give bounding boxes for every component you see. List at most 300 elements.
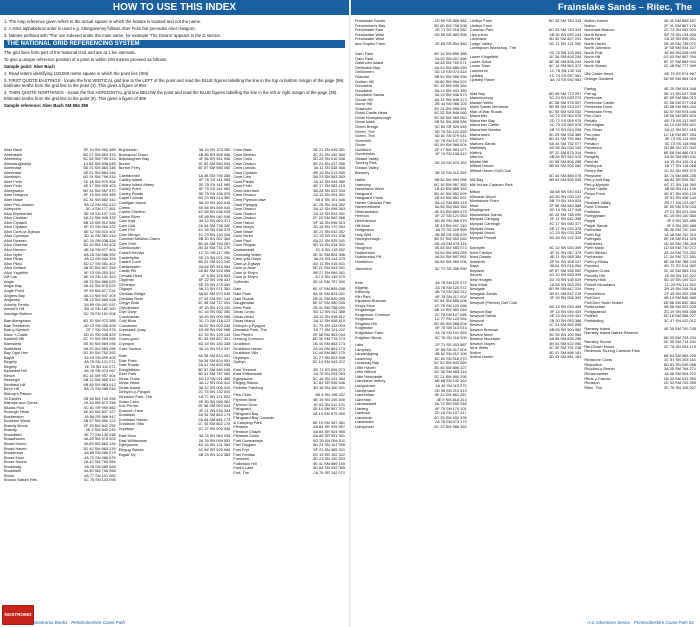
grid-reference: 3F 33 SN 058 392 bbox=[549, 295, 582, 301]
left-page-title: HOW TO USE THIS INDEX bbox=[0, 0, 349, 15]
grid-reference: 2E 74 SS 114 990 bbox=[664, 136, 697, 142]
grid-reference: 2A 34 SM 738 280 bbox=[198, 222, 231, 228]
grid-reference: 4A 39 SM 978 002 bbox=[83, 436, 116, 442]
place-name: Boulston Wood bbox=[4, 419, 31, 424]
grid-reference: 6E 38 SM 786 243 bbox=[663, 258, 697, 264]
place-name: Foel Eryr bbox=[233, 448, 250, 452]
grid-reference: 1E 61 SN 012 101 bbox=[313, 401, 346, 407]
place-name: Dale Roads bbox=[233, 296, 254, 301]
place-name: Hodgeston bbox=[355, 228, 374, 233]
grid-reference: 5A 70 SN 086 044 bbox=[84, 386, 116, 392]
grid-reference: 6D 75 SS 117 992 bbox=[664, 117, 697, 123]
place-name: Carew bbox=[118, 205, 130, 210]
grid-reference: 5A 13 SN 071 362 bbox=[198, 286, 231, 292]
place-name: Aber Bach bbox=[4, 148, 23, 152]
place-name: Fishguard Bay bbox=[233, 411, 259, 416]
grid-reference: 2E 43 SM 785 090 bbox=[549, 211, 582, 217]
grid-reference: 2A 13 SN 004 391 bbox=[313, 192, 346, 198]
place-name: Kete bbox=[355, 280, 364, 285]
place-name: Jameston bbox=[355, 267, 372, 272]
grid-reference: 6E 21 SN 037 356 bbox=[313, 160, 346, 166]
place-name: Dinas Head bbox=[118, 381, 140, 386]
grid-reference: 5A 35 SM 826 256 bbox=[549, 336, 582, 342]
grid-reference: 5C 16 SN 141 384 bbox=[313, 375, 346, 381]
place-name: Redstone Cross bbox=[584, 358, 613, 363]
place-name: Heronsmoor bbox=[355, 218, 377, 223]
place-name: Rhosson bbox=[584, 381, 600, 386]
grid-reference: 4C 28 SN 104 382 bbox=[313, 201, 346, 207]
grid-reference: 5E 57 SM 983 050 bbox=[198, 165, 231, 171]
place-name: Dale Roads bbox=[118, 363, 140, 368]
place-name: Marloes bbox=[469, 137, 484, 142]
grid-reference: 3B 20 SN 012 352 bbox=[434, 169, 467, 175]
grid-reference: 5E 13 SN 047 398 bbox=[664, 90, 697, 96]
place-name: Gorse Hill bbox=[355, 102, 373, 107]
place-name: Pwllwhiting bbox=[584, 319, 604, 323]
place-name: Doc Penfro bbox=[118, 404, 139, 409]
grid-reference: 6D 58 SM 988 004 bbox=[434, 320, 467, 326]
place-name: New Moat bbox=[469, 282, 488, 287]
grid-reference: 5A 58 SM 960 006 bbox=[434, 258, 467, 264]
grid-reference: 4E 41 SM 869 190 bbox=[312, 460, 346, 466]
grid-reference: 6A 56 SM 954 152 bbox=[434, 204, 467, 210]
grid-reference: 6D 30 SM 778 274 bbox=[312, 336, 346, 342]
grid-reference: 2B 34 SM 731 270 bbox=[198, 245, 231, 251]
grid-reference: 3C 73 SS 064 978 bbox=[549, 122, 582, 128]
grid-reference: 3F 35 SM 877 031 bbox=[83, 287, 116, 293]
grid-reference: 5F 21 SN 065 321 bbox=[313, 447, 346, 452]
grid-reference: 3A 30 SM 960 011 bbox=[664, 154, 697, 160]
place-name: Cwm Plysnon-fawr bbox=[233, 198, 266, 203]
place-name: Greenhill bbox=[355, 138, 371, 143]
place-name: Poppit bbox=[584, 218, 596, 223]
place-name: Great Honeyborough bbox=[355, 115, 392, 120]
place-name: Pill bbox=[584, 196, 590, 201]
place-name: Borough Head bbox=[4, 410, 30, 415]
place-name: Pembroke Castle bbox=[584, 100, 615, 105]
place-name: Bosherston bbox=[4, 414, 24, 419]
place-name: Porthclais bbox=[584, 228, 602, 233]
place-name: Haven Caravan Park bbox=[355, 200, 392, 205]
place-name: Buckspool Down bbox=[118, 152, 148, 157]
place-name: Aber Pen-clawdd bbox=[4, 202, 34, 207]
place-name: Knightston bbox=[355, 326, 374, 331]
grid-reference: 6A 38 SM 810 057 bbox=[198, 353, 231, 359]
grid-reference: 5A 68 SN 040 031 bbox=[549, 189, 582, 195]
grid-reference: 4E 35 SM 700 235 bbox=[663, 325, 697, 331]
place-name: Druidston Haven bbox=[118, 417, 148, 422]
place-name: Angle Point bbox=[4, 288, 24, 293]
place-name: Penrhiw bbox=[584, 159, 599, 164]
grid-reference: 5A 29 SN 160 516 bbox=[198, 200, 231, 206]
place-name: Gellionnen bbox=[355, 70, 374, 75]
grid-reference: 5D 65 SR 883 996 bbox=[434, 31, 467, 37]
grid-reference: 2A 84 SR 915 984 bbox=[198, 263, 231, 269]
place-name: Lake bbox=[355, 343, 364, 348]
grid-reference: 2A 41 SM 820 055 bbox=[198, 362, 231, 368]
place-name: Afon Cynnwys bbox=[4, 234, 29, 239]
grid-reference: 2F 17 SM 993 077 bbox=[434, 146, 467, 152]
place-name: Orange Gardens bbox=[584, 76, 614, 81]
grid-reference: 2B 49 SM 736 072 bbox=[663, 40, 697, 46]
grid-reference: 14 6Z SM 835 045 bbox=[83, 160, 116, 166]
place-name: Aberbach bbox=[4, 175, 21, 180]
place-name: Afon Nyfer bbox=[4, 252, 23, 257]
grid-reference: 3A 14 SM 947 404 bbox=[83, 292, 116, 298]
place-name: Cleddau Bridge bbox=[118, 291, 146, 296]
place-name: Kingsbridge bbox=[355, 308, 376, 313]
grid-reference: 4B 86 SR 938 939 bbox=[434, 231, 467, 237]
place-name: Cwm Islwyn bbox=[233, 225, 255, 230]
place-name: Elegug Stacks bbox=[118, 448, 144, 452]
place-name: Maenclochog bbox=[469, 96, 493, 101]
grid-reference: 5E 24 SM 861 287 bbox=[434, 392, 467, 398]
index-column bbox=[233, 148, 345, 607]
place-name: Cwm Gwaun bbox=[233, 207, 256, 212]
place-name: Nolton Haven bbox=[469, 355, 494, 360]
grid-reference: 5B 23 SN 063 353 bbox=[313, 174, 346, 180]
place-name: Newport (Pembs) Golf Club bbox=[469, 300, 518, 305]
place-name: Porth Mawr bbox=[584, 246, 605, 251]
grid-reference: 3E 43 SM 997 140 bbox=[434, 222, 467, 228]
grid-reference: 5B 53 SM 904 060 bbox=[549, 163, 582, 169]
place-name: Anglers Bay bbox=[4, 293, 25, 298]
grid-reference: 6E 73 SS 074 967 bbox=[664, 71, 697, 77]
grid-reference: 6B 10 SN 013 359 bbox=[313, 169, 346, 175]
place-name: Bullslaughter Bay bbox=[118, 157, 149, 162]
grid-reference: 6C 16 SM 967 365 bbox=[434, 181, 467, 187]
place-name: Caldey Island Abbey bbox=[118, 182, 155, 187]
place-name: Newgale bbox=[469, 287, 485, 292]
grid-reference: 4D 24 SM 596 091 bbox=[434, 105, 467, 111]
grid-reference: 2F 21 SN 023 340 bbox=[664, 208, 697, 214]
place-name: Kingston Hill bbox=[355, 321, 377, 326]
place-name: Picton Castle bbox=[584, 187, 608, 192]
place-name: Cwm yr Ebyrn bbox=[233, 275, 258, 280]
place-name: Brynberian bbox=[118, 148, 138, 152]
grid-reference: 3D 11 SN 081 414 bbox=[83, 233, 116, 239]
place-name: Cilgerran bbox=[118, 278, 135, 283]
place-name: North Hill bbox=[584, 59, 601, 64]
place-name: Nant Cledlyn bbox=[469, 250, 492, 255]
grid-reference: 6B 66 SN 142 162 bbox=[434, 378, 467, 384]
place-name: Dale Point bbox=[233, 291, 252, 296]
grid-reference: 6F 37 SM 869 942 bbox=[664, 58, 697, 64]
grid-reference: 2A 15 SN 095 401 bbox=[664, 36, 697, 42]
place-name: Birch Hill bbox=[4, 387, 20, 392]
place-name: Banc Y-Castel bbox=[4, 332, 29, 337]
grid-reference: 6D 11 SN 015 401 bbox=[313, 260, 346, 266]
grid-reference: 2C 75 SN 133 004 bbox=[198, 389, 231, 395]
grid-reference: 2A 76 SN 094 053 bbox=[313, 371, 346, 377]
place-name: Ffynnon Bedr bbox=[233, 397, 257, 402]
place-name: Dinas Island bbox=[118, 385, 141, 390]
grid-reference: 1D 34 SM 730 272 bbox=[663, 245, 697, 251]
place-name: Great Castle Head bbox=[355, 111, 388, 116]
grid-reference: 3D 23 SN 975 352 bbox=[434, 160, 467, 166]
grid-reference: 6D 56 SM 892 384 bbox=[663, 299, 697, 305]
place-name: Gelliswick Bay bbox=[355, 65, 381, 70]
place-name: Porth Egr bbox=[584, 232, 601, 237]
grid-reference: 5D 19 SN 149 322 bbox=[664, 277, 697, 283]
place-name: East Williamston bbox=[118, 438, 148, 443]
place-name: Crymych bbox=[118, 341, 135, 346]
grid-reference: 3A 14 SM 946 373 bbox=[434, 92, 467, 98]
grid-reference: 5A 42 SM 855 115 bbox=[434, 199, 467, 205]
grid-reference: 2C 48 SM 777 069 bbox=[663, 63, 697, 69]
grid-reference: 4C 68 SN 046 028 bbox=[198, 209, 231, 215]
right-footer: A-Z Adventure Series · Pembrokeshire Coast Path 81 bbox=[587, 620, 694, 625]
place-name: Maiden Wells bbox=[469, 100, 493, 105]
place-name: North Haven bbox=[584, 41, 607, 46]
grid-reference: 3A 36 SM 824 051 bbox=[198, 357, 231, 363]
grid-reference: 6E 38 SM 806 244 bbox=[549, 58, 582, 64]
place-name: Cardigan Island bbox=[118, 201, 146, 206]
place-name: Milford Haven bbox=[469, 164, 494, 169]
grid-reference: 6F 22 SN 196 431 bbox=[198, 277, 231, 283]
grid-reference: 4E 11 SN 065 384 bbox=[549, 254, 582, 260]
grid-reference: 5B 28 SN 023 344 bbox=[313, 187, 346, 193]
grid-reference: 4A 78 SN 101 063 bbox=[435, 330, 467, 335]
place-name: Angle bbox=[4, 279, 14, 284]
place-name: Nash bbox=[469, 264, 479, 269]
grid-reference: 1C 78 SN 140 110 bbox=[549, 68, 582, 74]
grid-reference: 1C 44 SM 862 175 bbox=[312, 350, 346, 356]
place-name: Cwm Criw bbox=[233, 175, 252, 180]
place-name: Begelly bbox=[4, 360, 17, 365]
place-name: Hubberston bbox=[355, 250, 376, 255]
grid-reference: 2F 71 SS 003 987 bbox=[435, 342, 467, 348]
place-name: Porthselau bbox=[584, 255, 603, 260]
place-name: Bishops and Clerks bbox=[4, 401, 38, 406]
grid-reference: 2B 44 SM 851 097 bbox=[434, 195, 467, 201]
grid-reference: 5A 22 SM 945 333 bbox=[83, 215, 116, 221]
grid-reference: 2D 34 SM 725 253 bbox=[663, 380, 697, 386]
grid-reference: 3C 84 SR 926 946 bbox=[198, 447, 231, 452]
grid-reference: 3E 31 SM 804 306 bbox=[312, 251, 346, 257]
place-name: Ramsey Island Nature Reserve bbox=[584, 331, 639, 336]
grid-reference: 5C 54 SN 103 064 bbox=[549, 331, 582, 337]
place-name: Landshipping bbox=[355, 352, 379, 357]
place-name: Fishguard Bay Caravan bbox=[233, 416, 275, 421]
grid-reference: 3A 24 SN 114 379 bbox=[313, 256, 346, 262]
grid-reference: 4C 18 SN 048 379 bbox=[198, 227, 231, 233]
place-name: Llanddewi Velfrey bbox=[355, 379, 386, 384]
right-page-title: Frainslake Sands – Ritec, The bbox=[351, 0, 700, 15]
grid-reference: 5B 20 SN 092 364 bbox=[198, 236, 231, 242]
grid-reference: 3A 89 SN 091 037 bbox=[84, 301, 116, 307]
place-name: Clyn Gwyn bbox=[118, 310, 138, 315]
grid-reference: 2C 79 SM 993 056 bbox=[83, 336, 116, 342]
place-name: Lydstep Haven bbox=[469, 78, 496, 83]
index-entry bbox=[355, 425, 467, 430]
place-name: Hook bbox=[355, 241, 365, 246]
grid-reference: 2F 21 SN 042 358 bbox=[549, 216, 582, 222]
grid-reference: 6B 18 SM 912 384 bbox=[83, 219, 116, 225]
grid-reference: 5D 18 SM 988 027 bbox=[663, 313, 697, 319]
grid-reference: 6D 12 SN 011 388 bbox=[198, 375, 231, 381]
grid-reference: 6D 39 SM 847 224 bbox=[548, 286, 582, 292]
place-name: Coedcanlas bbox=[118, 314, 140, 319]
place-name: Lamphey bbox=[355, 347, 372, 352]
grid-reference: 3D 10 SN 074 418 bbox=[434, 69, 467, 75]
grid-reference: 3D 41 SM 861 183 bbox=[548, 354, 582, 360]
place-name: Dinbych-y-Pysgod bbox=[233, 323, 265, 328]
grid-reference: 4C 33 SN 129 144 bbox=[198, 331, 231, 337]
grid-reference: 2A 13 SN 004 391 bbox=[313, 210, 346, 216]
grid-reference: 4B 74 SN 063 012 bbox=[434, 289, 467, 295]
place-name: Lovespoon Workshop, The bbox=[469, 46, 517, 51]
place-name: Bae Trefdraeth bbox=[4, 323, 30, 328]
place-name: Barnsleas bbox=[4, 341, 22, 346]
place-name: Felindre Farchog bbox=[233, 385, 263, 390]
place-name: Knighton Brook bbox=[355, 335, 382, 340]
grid-reference: 3C 38 SM 737 251 bbox=[197, 300, 231, 306]
place-name: Martletwy bbox=[469, 146, 487, 151]
place-name: Caldey Island bbox=[118, 178, 143, 183]
place-name: Bishop's Palace bbox=[4, 391, 32, 396]
place-name: Druidston Haven bbox=[233, 346, 263, 351]
place-name: Afon Dweran bbox=[4, 238, 27, 243]
place-name: Green, The bbox=[355, 129, 375, 134]
sample-point: Sample point: Aber Bach bbox=[4, 63, 55, 69]
place-name: Dinas Cross bbox=[118, 376, 140, 381]
place-name: Arfordir Penfro bbox=[4, 302, 30, 307]
grid-reference: 2D 16 SN 157 417 bbox=[434, 410, 467, 416]
place-name: Nolton Haven bbox=[584, 19, 608, 23]
place-name: Cyffredin bbox=[233, 279, 249, 284]
grid-reference: 1A 38 SM 795 268 bbox=[198, 172, 231, 178]
place-name: Fishguard bbox=[233, 407, 251, 412]
place-name: Touring Park bbox=[355, 161, 377, 166]
place-name: Aber Felin bbox=[4, 179, 22, 184]
place-name: Kiln Park bbox=[355, 294, 371, 299]
grid-reference: 6C 14 SM 957 404 bbox=[83, 372, 116, 378]
grid-reference: 2E 65 SR 894 980 bbox=[434, 40, 467, 46]
place-name: Goodwick bbox=[355, 84, 373, 89]
place-name: Dinbych-y-Pysgod bbox=[118, 390, 151, 395]
grid-reference: 2A 72 SM 950 048 bbox=[434, 401, 467, 407]
place-name: Dowrog Common bbox=[233, 337, 264, 342]
grid-reference: 4B 58 SM 922 025 bbox=[663, 304, 697, 310]
place-name: Broad Haven bbox=[4, 446, 27, 451]
place-name: Abermawr bbox=[4, 170, 22, 175]
grid-reference: 1C 23 SN 033 328 bbox=[549, 230, 582, 236]
place-name: Castell Coch bbox=[118, 260, 141, 265]
grid-reference: 1F 55 SM 934 107 bbox=[664, 45, 697, 51]
grid-reference: 6C 33 SM 783 315 bbox=[548, 19, 582, 23]
grid-reference: 1B 56 SM 895 403 bbox=[663, 113, 697, 119]
place-name: Dinosaur Park, The bbox=[233, 328, 267, 333]
grid-reference: 6F 21 SN 054 322 bbox=[84, 224, 116, 230]
place-name: Mathry bbox=[469, 150, 482, 155]
place-name: Cleddau River bbox=[118, 296, 144, 301]
place-name: Nanhyfer bbox=[469, 246, 486, 251]
place-name: Cwm Gwaun bbox=[233, 211, 256, 216]
grid-reference: 5C 16 SN 052 300 bbox=[198, 309, 231, 315]
place-name: Draenen Fawr bbox=[118, 408, 144, 413]
grid-reference: 5C 10 SN 117 446 bbox=[549, 207, 582, 213]
place-name: Foel Cwmcerwyn bbox=[233, 438, 264, 443]
place-name: St David's bbox=[4, 396, 22, 401]
grid-reference: 2E 58 SM 963 034 bbox=[312, 331, 346, 337]
place-name: Foel Feddau bbox=[233, 452, 256, 457]
place-name: Cwm Gwaun bbox=[233, 216, 256, 221]
instruction-3: 3. Names prefixed with 'The' are indexed under the main name, for example 'The Downs' appears in the D section bbox=[4, 32, 221, 38]
place-name: Manorbier Bay bbox=[469, 118, 495, 123]
place-name: Clegyr Boia bbox=[118, 301, 139, 306]
place-name: Caldey Roads bbox=[118, 191, 144, 196]
place-name: Honeyborough bbox=[355, 237, 381, 242]
place-name: Musselwick Sands bbox=[469, 212, 502, 217]
place-name: Cwm Meini bbox=[233, 234, 253, 239]
grid-reference: 3B 11 SN 182 100 bbox=[84, 306, 116, 312]
place-name: Cresswell Quay bbox=[118, 328, 146, 333]
grid-reference: 6F 75 SN 114 013 bbox=[435, 325, 467, 331]
place-name: Broadhaven bbox=[4, 437, 25, 442]
grid-reference: 3C 34 SM 882 342 bbox=[83, 197, 116, 203]
grid-reference: 5C 52 SM 848 060 bbox=[434, 110, 467, 116]
grid-reference: 5B 79 SN 149 025 bbox=[549, 198, 582, 204]
place-name: Brewery bbox=[355, 170, 370, 175]
grid-reference: 3A 19 SN 103 350 bbox=[198, 148, 231, 152]
grid-reference: 4E 41 SM 866 181 bbox=[549, 349, 582, 355]
place-name: Brawdy bbox=[4, 428, 17, 433]
place-name: Freshwater West bbox=[355, 37, 385, 42]
grid-reference: 4B 78 SM 866 029 bbox=[83, 278, 116, 284]
grid-reference: 4D 16 SN 141 384 bbox=[198, 442, 231, 448]
grid-reference: 4A 78 SN 074 067 bbox=[84, 368, 116, 374]
grid-reference: 1F 74 SN 108 012 bbox=[435, 151, 467, 157]
place-name: Carn Llidi bbox=[118, 223, 136, 228]
place-name: Ford's Lake bbox=[233, 466, 254, 471]
grid-reference: 2F 23 SM 962 366 bbox=[313, 215, 346, 221]
grid-reference: 4A 46 SM 769 071 bbox=[434, 60, 467, 66]
place-name: Harmony bbox=[355, 182, 371, 187]
grid-reference: 4E 30 SN 096 362 bbox=[198, 398, 231, 404]
grid-reference: 4D 41 SM 859 187 bbox=[663, 19, 697, 23]
place-name: Garn Fawr bbox=[355, 56, 374, 61]
place-name: Llanreithan bbox=[355, 393, 375, 398]
grid-reference: 5B 55 SM 913 037 bbox=[549, 104, 582, 110]
grid-reference: 3D 45 SM 856 127 bbox=[434, 364, 467, 370]
grid-reference: 3E 21 SN 042 357 bbox=[313, 228, 346, 234]
place-name: Foelcwm bbox=[233, 457, 249, 462]
place-name: Caravan Park bbox=[469, 28, 494, 33]
grid-reference: 6D 14 SM 957 370 bbox=[83, 187, 116, 193]
place-name: Cwm Badu bbox=[233, 148, 253, 152]
place-name: Afon Glandwr bbox=[4, 243, 28, 248]
grid-reference: 2A 42 SM 766 084 bbox=[83, 459, 116, 465]
place-name: Pontfaen bbox=[584, 209, 600, 214]
grid-reference: 3A 12 SN 008 410 bbox=[198, 384, 231, 390]
grid-reference: 2B 41 SM 758 090 bbox=[312, 304, 346, 310]
place-name: Malin Sands Mendmar bbox=[469, 105, 509, 110]
grid-reference: 6B 54 SM 956 056 bbox=[434, 74, 467, 80]
place-name: Hill Moor bbox=[355, 223, 371, 228]
place-name: Clynderwen bbox=[118, 305, 140, 310]
place-name: Kingsmoor bbox=[355, 317, 374, 322]
grid-reference: 6C 54 SM 928 032 bbox=[548, 108, 582, 114]
grid-reference: 6E 47 SM 809 058 bbox=[312, 286, 346, 292]
place-name: Abereiddy bbox=[4, 157, 22, 162]
place-name: Rhodiad-y-Brenin bbox=[584, 367, 615, 372]
place-name: Druidston Villa bbox=[118, 422, 144, 427]
grid-reference: 6E 68 SN 040 046 bbox=[198, 213, 231, 219]
grid-reference: 6D 59 SM 984 019 bbox=[663, 75, 697, 81]
grid-reference: 4A 77 SN 101 082 bbox=[84, 472, 116, 478]
grid-reference: 5E 28 SM 814 325 bbox=[663, 236, 697, 242]
